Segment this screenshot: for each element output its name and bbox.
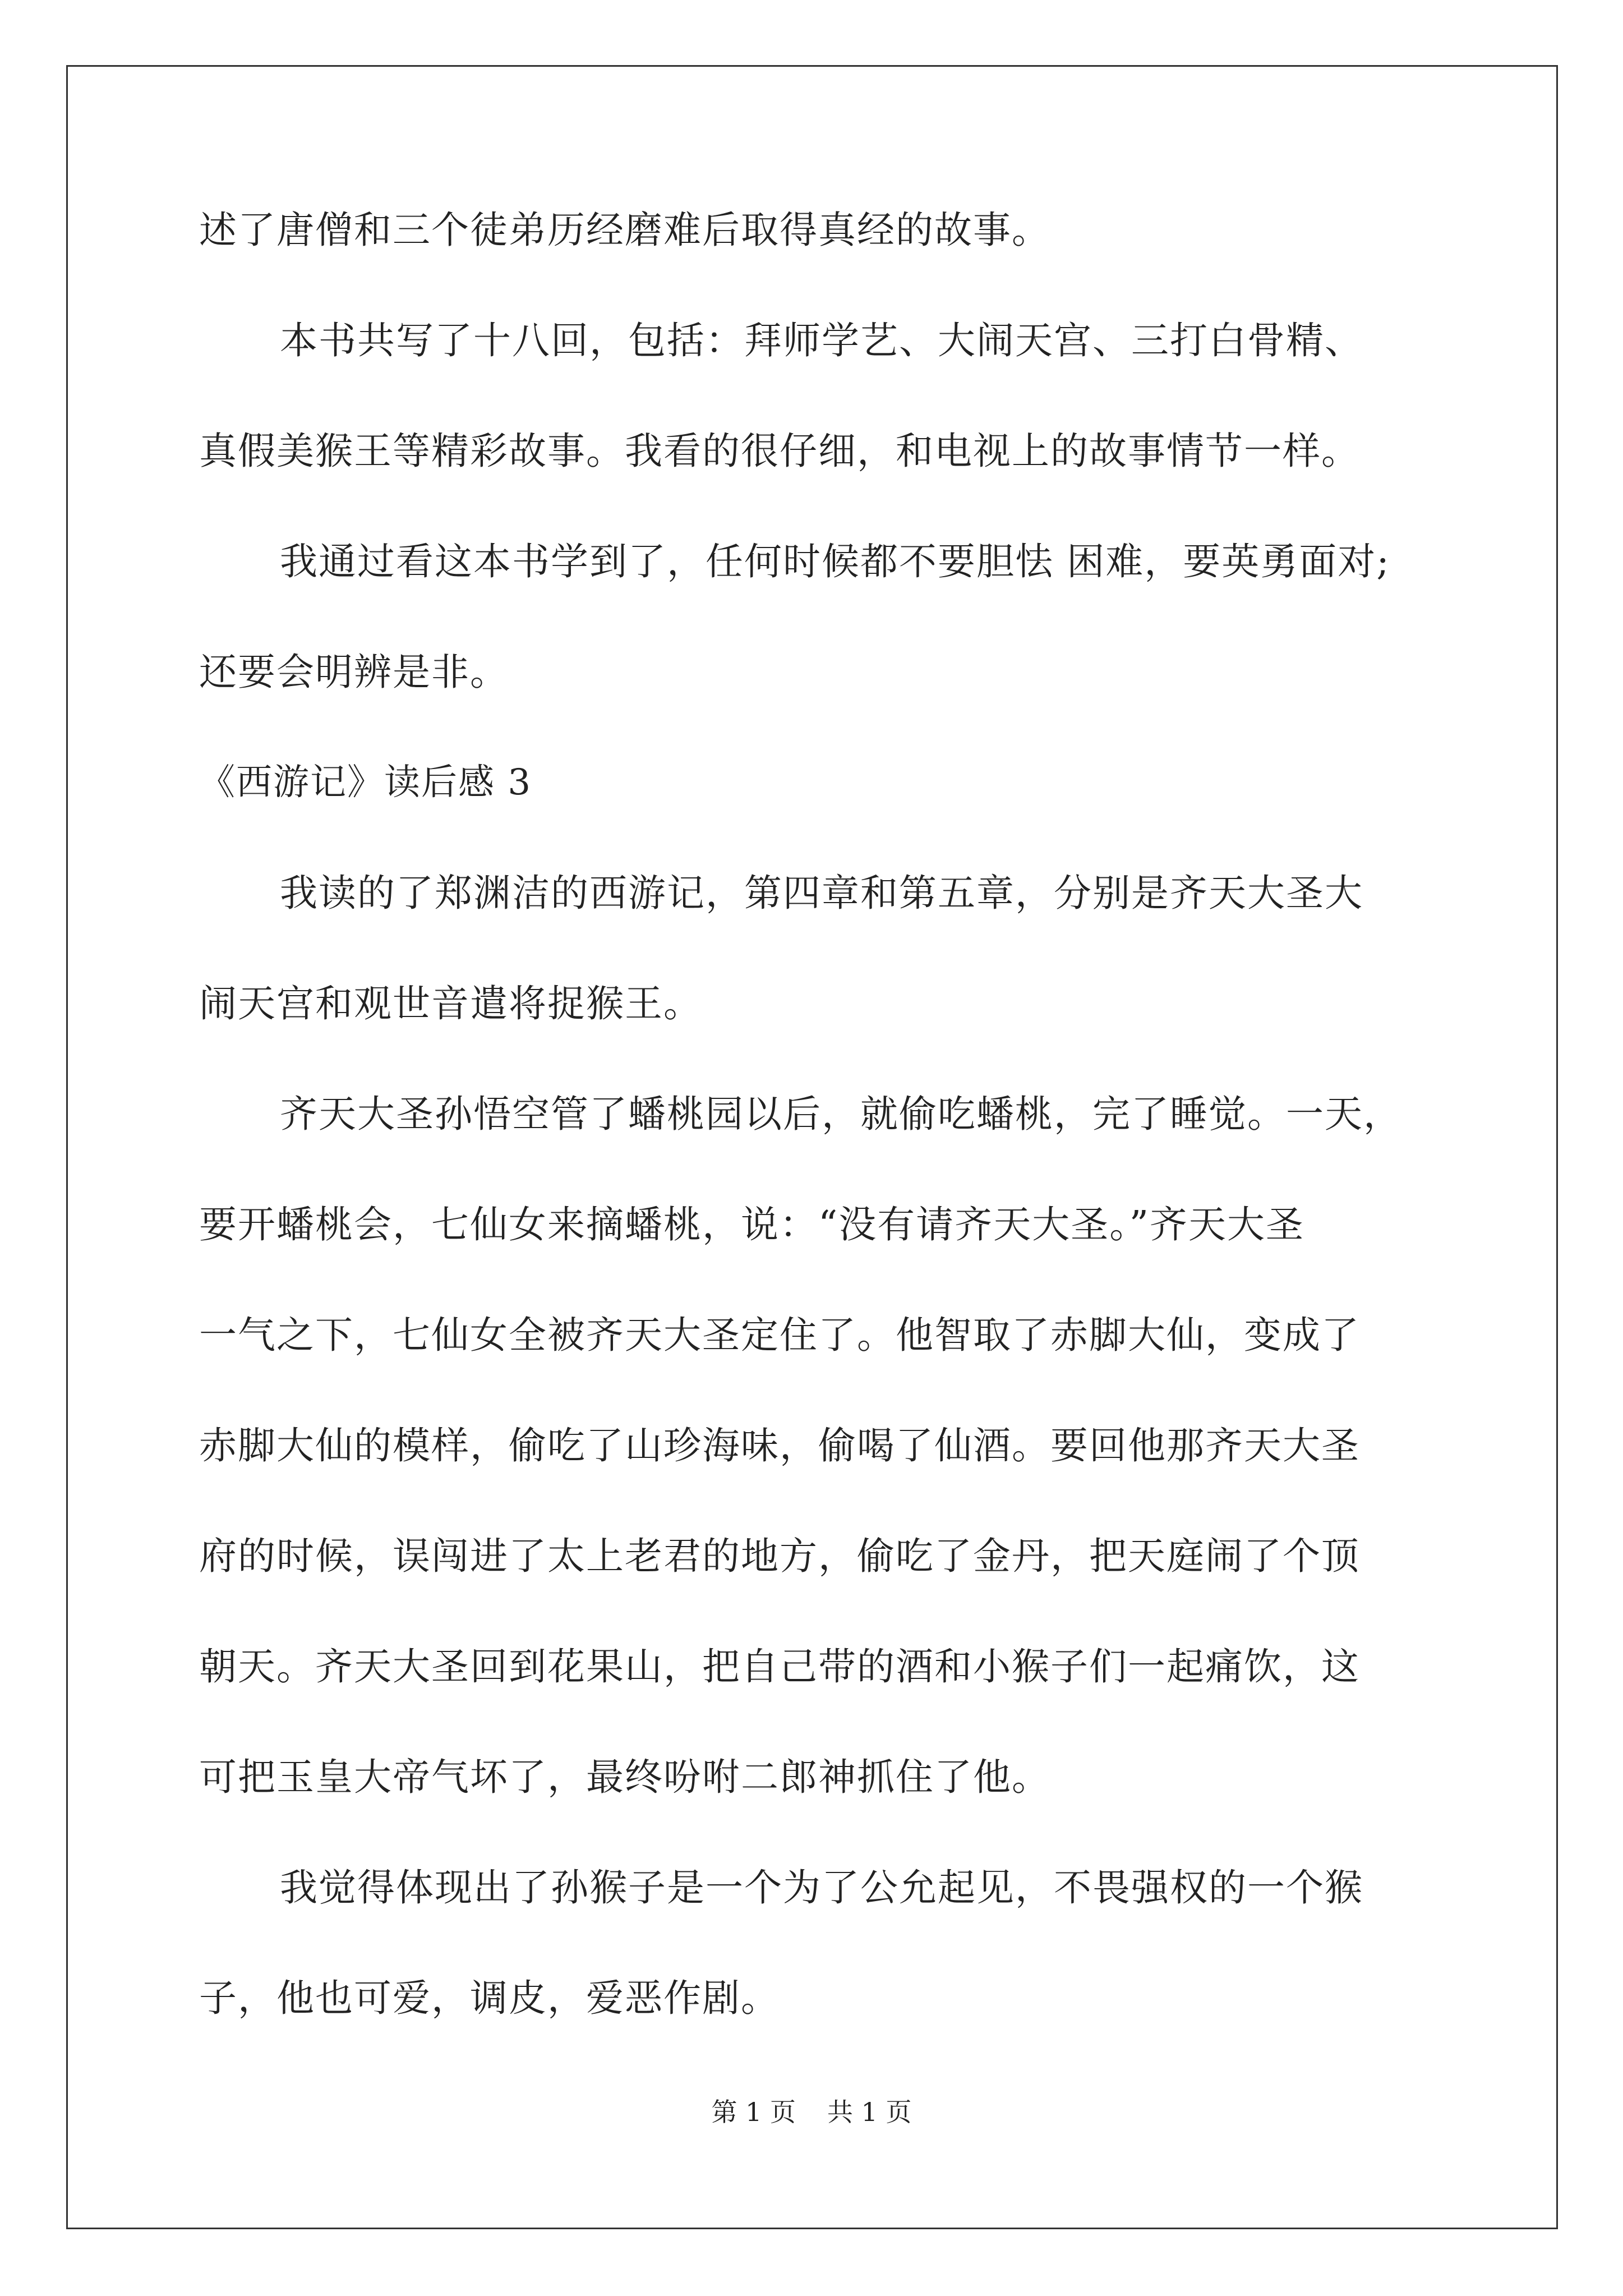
page-number-total: 共 1 页 bbox=[827, 2097, 912, 2127]
page-number-current: 第 1 页 bbox=[711, 2097, 796, 2127]
paragraph-start: 我觉得体现出了孙猴子是一个为了公允起见，不畏强权的一个猴 bbox=[280, 1866, 1363, 1910]
text-line: 可把玉皇大帝气坏了，最终吩咐二郎神抓住了他。 bbox=[199, 1755, 1050, 1799]
text-line: 闹天宫和观世音遣将捉猴王。 bbox=[199, 982, 702, 1025]
text-line: 还要会明辨是非。 bbox=[199, 650, 509, 694]
page-footer bbox=[0, 2095, 1623, 2129]
paragraph-start: 本书共写了十八回，包括：拜师学艺、大闹天宫、三打白骨精、 bbox=[280, 319, 1363, 362]
text-line: 要开蟠桃会，七仙女来摘蟠桃，说：“没有请齐天大圣。”齐天大圣 bbox=[199, 1203, 1305, 1246]
text-line: 一气之下，七仙女全被齐天大圣定住了。他智取了赤脚大仙，变成了 bbox=[199, 1313, 1360, 1357]
text-line: 赤脚大仙的模样，偷吃了山珍海味，偷喝了仙酒。要回他那齐天大圣 bbox=[199, 1424, 1360, 1467]
document-body bbox=[199, 202, 1422, 2081]
text-line: 朝天。齐天大圣回到花果山，把自己带的酒和小猴子们一起痛饮，这 bbox=[199, 1645, 1360, 1688]
text-line: 述了唐僧和三个徒弟历经磨难后取得真经的故事。 bbox=[199, 208, 1050, 252]
paragraph-start: 齐天大圣孙悟空管了蟠桃园以后，就偷吃蟠桃，完了睡觉。一天， bbox=[280, 1092, 1402, 1136]
text-line: 府的时候，误闯进了太上老君的地方，偷吃了金丹，把天庭闹了个顶 bbox=[199, 1534, 1360, 1578]
text-line: 真假美猴王等精彩故事。我看的很仔细，和电视上的故事情节一样。 bbox=[199, 429, 1360, 473]
section-heading: 《西游记》读后感 3 bbox=[199, 762, 532, 803]
paragraph-start: 我通过看这本书学到了，任何时候都不要胆怯 困难，要英勇面对; bbox=[280, 540, 1390, 583]
text-line: 子，他也可爱，调皮，爱恶作剧。 bbox=[199, 1976, 780, 2020]
paragraph-start: 我读的了郑渊洁的西游记，第四章和第五章，分别是齐天大圣大 bbox=[280, 871, 1363, 915]
